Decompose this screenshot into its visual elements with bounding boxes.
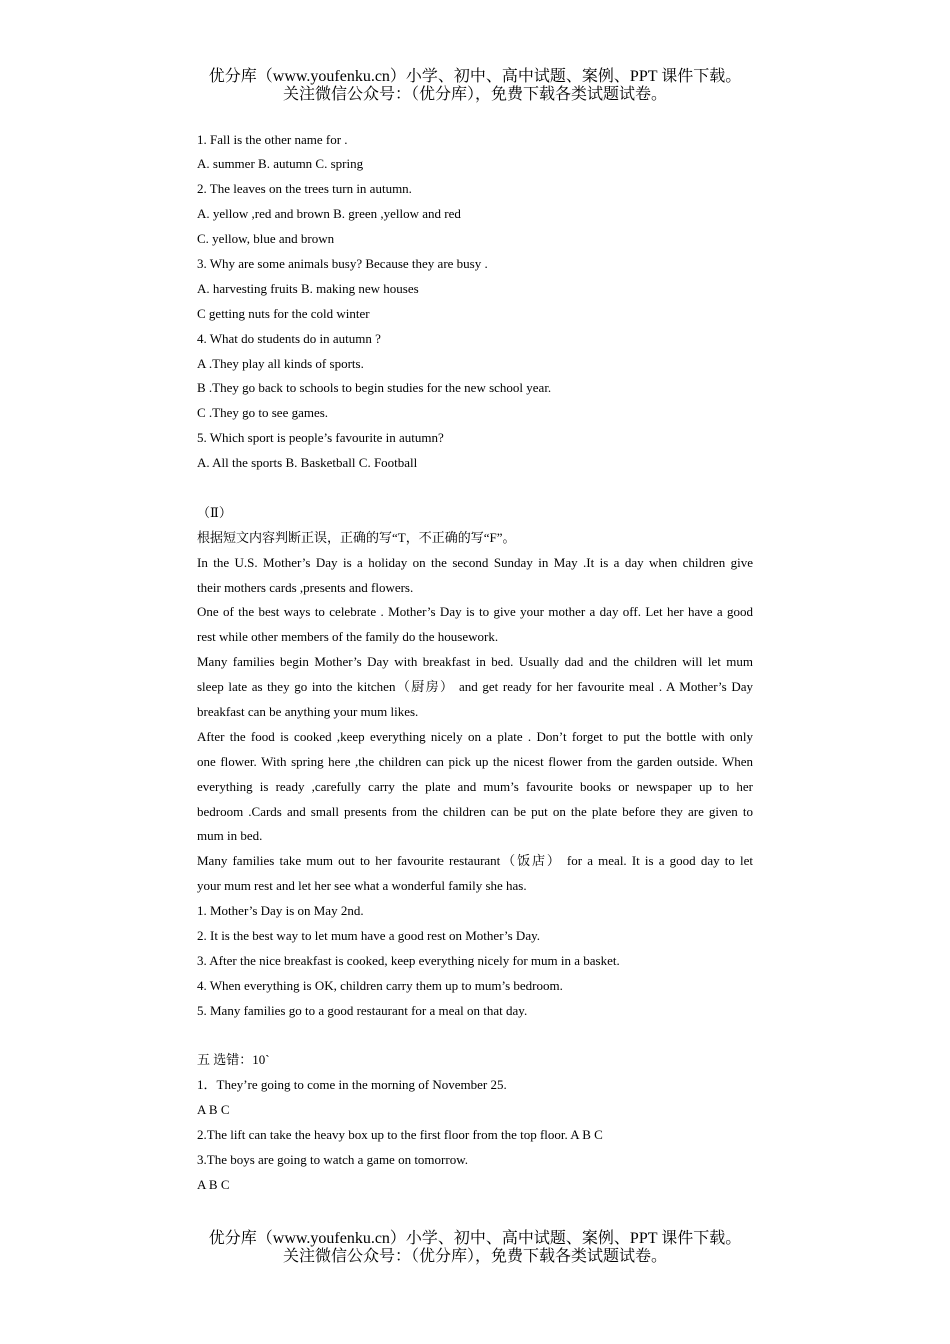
- error-sentence: 1．They’re going to come in the morning of November 25.: [197, 1077, 507, 1093]
- passage-line: everything is ready ,carefully carry the plate and mum’s favourite books or newspaper up to her: [197, 778, 753, 794]
- question-block-4: [197, 327, 753, 427]
- question-stem: 5. Which sport is people’s favourite in autumn?: [197, 430, 444, 446]
- section-error-correction: [197, 1048, 753, 1197]
- passage-line: their mothers cards ,presents and flowers.: [197, 579, 414, 595]
- passage-line: Many families take mum out to her favourite restaurant（饭店） for a meal. It is a good day to let: [197, 853, 753, 869]
- question-block-3: [197, 252, 753, 327]
- footer-line-2: 关注微信公众号：（优分库），免费下载各类试题试卷。: [282, 1248, 667, 1265]
- question-options: A. summer B. autumn C. spring: [197, 156, 364, 172]
- error-sentence: 2.The lift can take the heavy box up to the first floor from the top floor. A B C: [197, 1127, 603, 1143]
- error-choices: A B C: [197, 1102, 230, 1118]
- error-item-1: [197, 1073, 753, 1123]
- question-block-2: [197, 177, 753, 252]
- instruction-text: 根据短文内容判断正误，正确的写“T，不正确的写“F”。: [197, 529, 516, 545]
- header-line-1: 优分库（www.youfenku.cn）小学、初中、高中试题、案例、PPT 课件下载。: [208, 68, 742, 85]
- question-stem: 3. Why are some animals busy? Because they are busy .: [197, 255, 488, 271]
- question-stem: 1. Fall is the other name for .: [197, 131, 348, 147]
- statement-item: 3. After the nice breakfast is cooked, keep everything nicely for mum in a basket.: [197, 952, 620, 968]
- statement-item: 5. Many families go to a good restaurant for a meal on that day.: [197, 1002, 528, 1018]
- error-item-2: [197, 1123, 753, 1148]
- statement-item: 1. Mother’s Day is on May 2nd.: [197, 903, 364, 919]
- question-options: A. All the sports B. Basketball C. Football: [197, 455, 418, 471]
- question-options: A .They play all kinds of sports.: [197, 355, 364, 371]
- question-block-1: [197, 128, 753, 178]
- error-sentence: 3.The boys are going to watch a game on tomorrow.: [197, 1152, 469, 1168]
- question-options: B .They go back to schools to begin studies for the new school year.: [197, 380, 552, 396]
- error-choices: A B C: [197, 1176, 230, 1192]
- passage-paragraph-3: [197, 650, 753, 725]
- question-stem: 2. The leaves on the trees turn in autumn.: [197, 181, 412, 197]
- passage-line: your mum rest and let her see what a wonderful family she has.: [197, 878, 527, 894]
- passage-line: breakfast can be anything your mum likes.: [197, 703, 419, 719]
- header-line-2: 关注微信公众号：（优分库），免费下载各类试题试卷。: [282, 86, 667, 103]
- passage-paragraph-2: [197, 600, 753, 650]
- blank-line: [197, 1024, 753, 1049]
- statement-item: 4. When everything is OK, children carry them up to mum’s bedroom.: [197, 977, 563, 993]
- passage-paragraph-4: [197, 725, 753, 849]
- section-heading: 五 选错：10`: [197, 1052, 270, 1068]
- passage-line: sleep late as they go into the kitchen（厨房） and get ready for her favourite meal . A Mother’s Day: [197, 679, 753, 695]
- passage-paragraph-5: [197, 849, 753, 899]
- section-autumn-questions: [197, 128, 753, 476]
- section-heading: （Ⅱ）: [197, 504, 232, 520]
- statement-item: 2. It is the best way to let mum have a good rest on Mother’s Day.: [197, 928, 540, 943]
- passage-line: one flower. With spring here ,the children can pick up the nicest flower from the garden outside. When: [197, 753, 753, 769]
- question-options: C. yellow, blue and brown: [197, 231, 335, 247]
- passage-line: After the food is cooked ,keep everything nicely on a plate . Don’t forget to put the bottle with only: [197, 728, 753, 744]
- blank-line: [197, 476, 753, 501]
- passage-line: rest while other members of the family do the housework.: [197, 629, 499, 645]
- question-options: A. yellow ,red and brown B. green ,yellow and red: [197, 206, 461, 222]
- page-header: [0, 68, 950, 104]
- passage-line: In the U.S. Mother’s Day is a holiday on the second Sunday in May .It is a day when children give: [197, 554, 753, 570]
- statement-list: [197, 899, 753, 1023]
- passage-paragraph-1: [197, 551, 753, 601]
- error-item-3: [197, 1148, 753, 1198]
- passage-line: bedroom .Cards and small presents from the children can be put on the plate before they are given to: [197, 803, 753, 819]
- question-options: C .They go to see games.: [197, 405, 329, 421]
- question-options: A. harvesting fruits B. making new houses: [197, 280, 419, 296]
- passage-line: One of the best ways to celebrate . Mother’s Day is to give your mother a day off. Let her have a good: [197, 604, 753, 620]
- page-footer: [0, 1230, 950, 1266]
- page-content: [197, 128, 753, 1198]
- footer-line-1: 优分库（www.youfenku.cn）小学、初中、高中试题、案例、PPT 课件下载。: [208, 1230, 742, 1247]
- passage-line: mum in bed.: [197, 828, 263, 844]
- section-true-false: [197, 501, 753, 1024]
- question-stem: 4. What do students do in autumn ?: [197, 330, 381, 346]
- passage-line: Many families begin Mother’s Day with breakfast in bed. Usually dad and the children will let mum: [197, 654, 753, 670]
- question-options: C getting nuts for the cold winter: [197, 305, 370, 321]
- question-block-5: [197, 426, 753, 476]
